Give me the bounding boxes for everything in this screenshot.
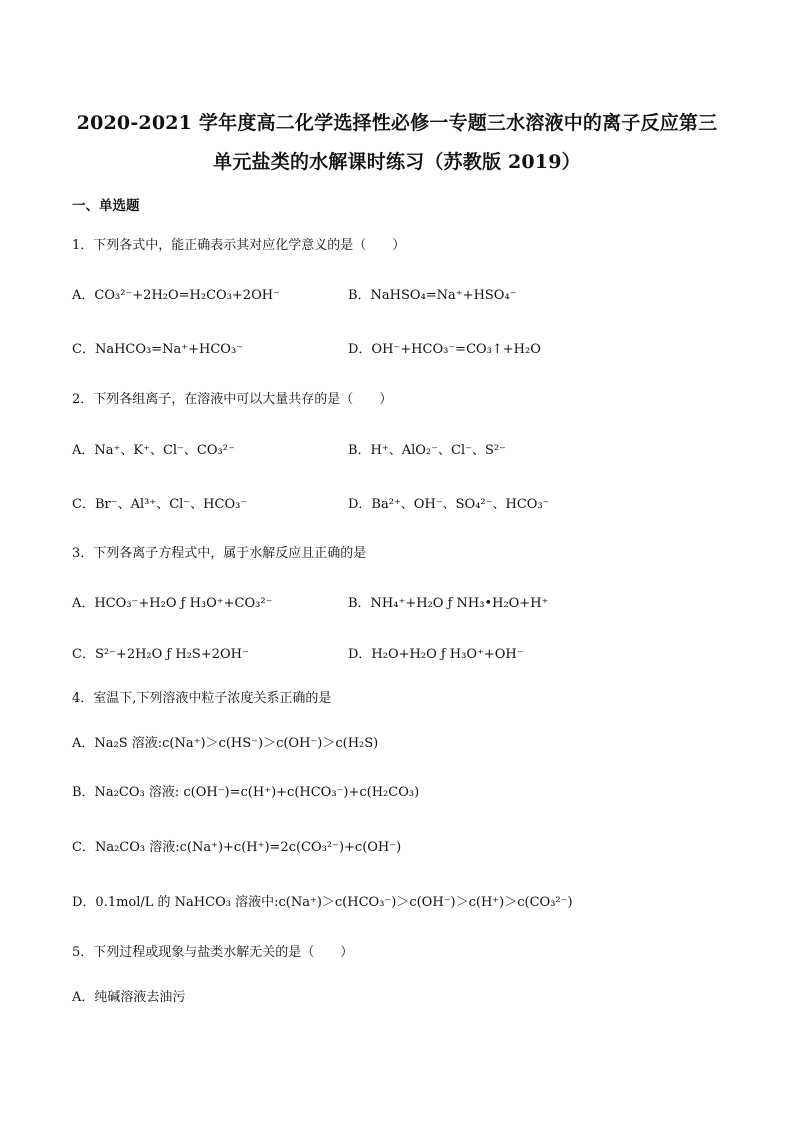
question-3-option-c: C．S²⁻+2H₂O ƒ H₂S+2OH⁻ [72,647,249,662]
question-1-option-a: A．CO₃²⁻+2H₂O=H₂CO₃+2OH⁻ [72,288,280,303]
question-2-stem: 2．下列各组离子，在溶液中可以大量共存的是（ ） [72,392,393,407]
question-3-option-b: B．NH₄⁺+H₂O ƒ NH₃•H₂O+H⁺ [348,596,549,611]
question-1-stem: 1．下列各式中，能正确表示其对应化学意义的是（ ） [72,238,406,253]
section-heading: 一、单选题 [72,198,140,214]
question-3-option-a: A．HCO₃⁻+H₂O ƒ H₃O⁺+CO₃²⁻ [72,596,273,611]
question-5-option-a: A．纯碱溶液去油污 [72,990,186,1005]
question-1-option-b: B．NaHSO₄=Na⁺+HSO₄⁻ [348,288,517,303]
question-4-option-a: A．Na₂S 溶液:c(Na⁺)＞c(HS⁻)＞c(OH⁻)＞c(H₂S) [72,736,379,751]
question-4-stem: 4．室温下,下列溶液中粒子浓度关系正确的是 [72,691,332,706]
question-1-option-d: D．OH⁻+HCO₃⁻=CO₃↑+H₂O [348,342,541,357]
question-3-stem: 3．下列各离子方程式中，属于水解反应且正确的是 [72,546,367,561]
question-2-option-d: D．Ba²⁺、OH⁻、SO₄²⁻、HCO₃⁻ [348,497,550,512]
question-5-stem: 5．下列过程或现象与盐类水解无关的是（ ） [72,945,354,960]
question-3-option-d: D．H₂O+H₂O ƒ H₃O⁺+OH⁻ [348,647,524,662]
document-title-line-1: 2020-2021 学年度高二化学选择性必修一专题三水溶液中的离子反应第三 [76,112,718,134]
question-4-option-b: B．Na₂CO₃ 溶液: c(OH⁻)=c(H⁺)+c(HCO₃⁻)+c(H₂CO₃) [72,785,420,800]
question-1-option-c: C．NaHCO₃=Na⁺+HCO₃⁻ [72,342,244,357]
question-2-option-c: C．Br⁻、Al³⁺、Cl⁻、HCO₃⁻ [72,497,248,512]
question-2-option-b: B．H⁺、AlO₂⁻、Cl⁻、S²⁻ [348,443,506,458]
document-title-line-2: 单元盐类的水解课时练习（苏教版 2019） [213,151,581,173]
question-2-option-a: A．Na⁺、K⁺、Cl⁻、CO₃²⁻ [72,443,235,458]
question-4-option-c: C．Na₂CO₃ 溶液:c(Na⁺)+c(H⁺)=2c(CO₃²⁻)+c(OH⁻) [72,840,402,855]
question-4-option-d: D．0.1mol/L 的 NaHCO₃ 溶液中:c(Na⁺)＞c(HCO₃⁻)＞c(OH⁻)＞c(H⁺)＞c(CO₃²⁻) [72,895,573,910]
